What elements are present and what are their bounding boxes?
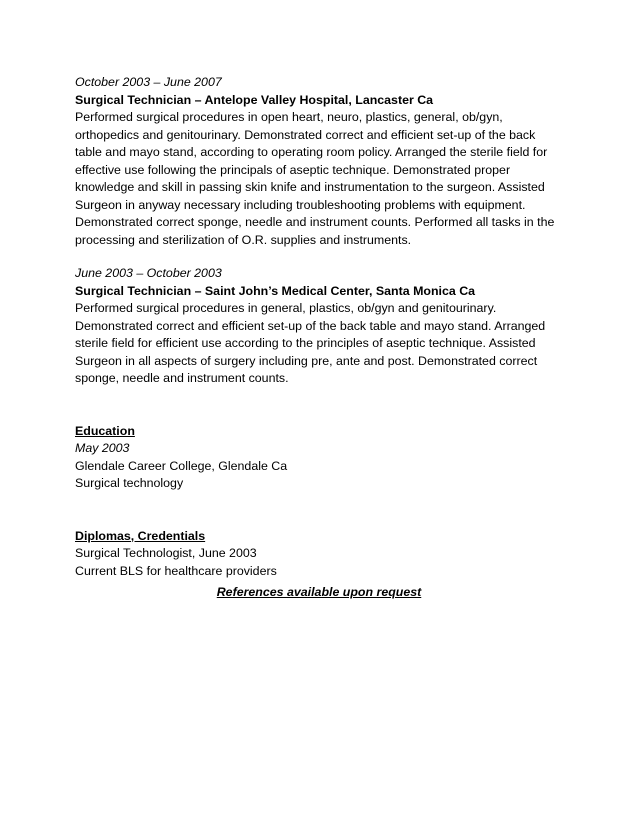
education-school: Glendale Career College, Glendale Ca [75, 458, 288, 473]
job-dates: June 2003 – October 2003 [75, 266, 222, 280]
credential-item: Surgical Technologist, June 2003 [75, 546, 257, 560]
experience-entry-saint-johns [75, 265, 565, 388]
job-dates: October 2003 – June 2007 [75, 75, 222, 89]
job-title: Surgical Technician – Antelope Valley Hospital, Lancaster Ca [75, 92, 434, 107]
education-date: May 2003 [75, 441, 130, 455]
resume-page [75, 74, 565, 580]
credential-item: Current BLS for healthcare providers [75, 563, 277, 578]
references-note: References available upon request [216, 585, 422, 599]
credentials-section [75, 528, 565, 581]
job-description: Performed surgical procedures in general, plastics, ob/gyn and genitourinary. Demonstrated correct and efficient set-up of the back table and mayo stand. Arranged sterile field for efficient use according to the principles of aseptic technique. Assisted Surgeon in all aspects of surgery including pre, ante and post. Demonstrated correct sponge, needle and instrument counts. [75, 301, 546, 385]
job-description: Performed surgical procedures in open heart, neuro, plastics, general, ob/gyn, orthopedics and genitourinary. Demonstrated correct and efficient set-up of the back table and mayo stand, according to operating room policy. Arranged the sterile field for effective use following the principals of aseptic technique. Demonstrated proper knowledge and skill in passing skin knife and instrumentation to the surgeon. Assisted Surgeon in anyway necessary including troubleshooting problems with equipment. Demonstrated correct sponge, needle and instrument counts. Performed all tasks in the processing and sterilization of O.R. supplies and instruments. [75, 110, 555, 247]
credentials-heading: Diplomas, Credentials [75, 528, 206, 543]
education-program: Surgical technology [75, 476, 184, 490]
job-title: Surgical Technician – Saint John’s Medical Center, Santa Monica Ca [75, 283, 476, 298]
experience-entry-antelope-valley [75, 74, 565, 249]
education-heading: Education [75, 423, 135, 438]
education-section [75, 423, 565, 493]
